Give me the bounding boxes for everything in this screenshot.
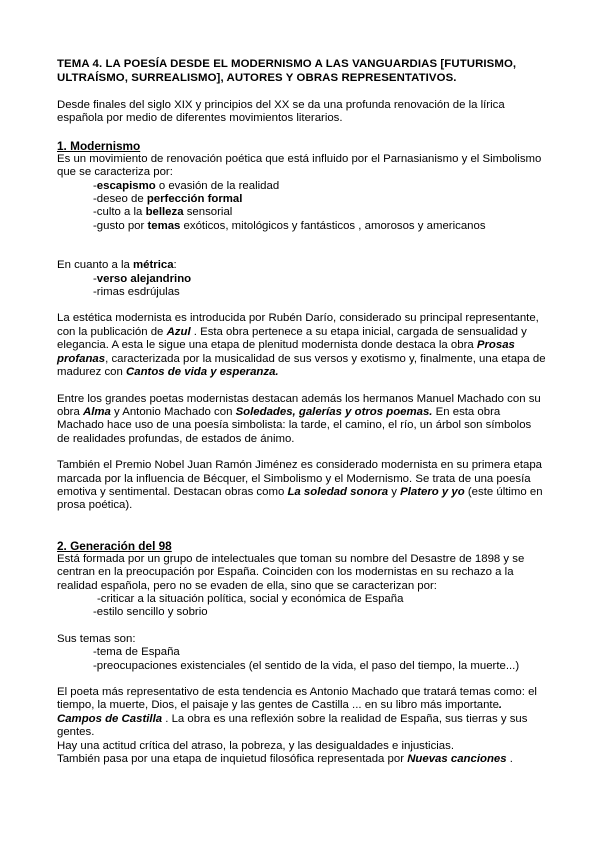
temas-list: [57, 646, 547, 673]
work-title: Nuevas canciones: [407, 753, 507, 766]
document-title: TEMA 4. LA POESÍA DESDE EL MODERNISMO A LAS VANGUARDIAS [FUTURISMO, ULTRAÍSMO, SURREALISMO], AUTORES Y OBRAS REPRESENTATIVOS.: [57, 58, 517, 84]
antonio-machado-paragraph: El poeta más representativo de esta tendencia es Antonio Machado que tratará temas como: el tiempo, la muerte, Dios, el paisaje y las gentes de Castilla ... en su libro más importante. Campos de Castilla . La obra es una reflexión sobre la realidad de España, sus tierras y sus gentes. Hay una actitud crítica del atraso, la pobreza, y las desigualdades e injusticias. También pasa por una etapa de inquietud filosófica representada por Nuevas canciones .: [57, 686, 537, 766]
document-page: [57, 57, 547, 766]
characteristics-list: [57, 180, 547, 234]
list-item: -criticar a la situación política, social y económica de España: [97, 592, 404, 605]
list-item: -culto a la belleza sensorial: [93, 206, 233, 219]
jimenez-paragraph: También el Premio Nobel Juan Ramón Jiménez es considerado modernista en su primera etapa marcada por la influencia de Bécquer, el Simbolismo y el Modernismo. Se trata de una poesía emotiva y sentimental. Destacan obras como La soledad sonora y Platero y yo (este último en prosa poética).: [57, 459, 543, 512]
list-item: -gusto por temas exóticos, mitológicos y fantásticos , amorosos y americanos: [93, 219, 486, 232]
work-title: Cantos de vida y esperanza.: [126, 366, 279, 379]
temas-label: Sus temas son:: [57, 632, 136, 645]
list-item: -preocupaciones existenciales (el sentido de la vida, el paso del tiempo, la muerte...): [93, 659, 520, 672]
work-title: Platero y yo: [400, 485, 465, 498]
section-heading-generacion-98: 2. Generación del 98: [57, 538, 172, 553]
ruben-dario-paragraph: La estética modernista es introducida por Rubén Darío, considerado su principal representante, con la publicación de Azul . Esta obra pertenece a su etapa inicial, cargada de sensualidad y elegancia. A esta le sigue una etapa de plenitud modernista donde destaca la obra Prosas profanas, caracterizada por la musicalidad de sus versos y exotismo y, finalmente, una etapa de madurez con Cantos de vida y esperanza.: [57, 312, 546, 379]
intro-paragraph: Desde finales del siglo XIX y principios del XX se da una profunda renovación de la lírica española por medio de diferentes movimientos literarios.: [57, 99, 505, 125]
work-title: Soledades, galerías y otros poemas.: [235, 405, 433, 418]
list-item: -verso alejandrino: [93, 272, 192, 285]
metrica-list: [57, 273, 547, 300]
section-heading-modernismo: 1. Modernismo: [57, 138, 141, 153]
list-item: -estilo sencillo y sobrio: [93, 606, 208, 619]
list-item: -tema de España: [93, 646, 180, 659]
list-item: -rimas esdrújulas: [93, 286, 180, 299]
work-title: . Campos de Castilla: [57, 699, 503, 725]
work-title: Azul: [166, 325, 191, 338]
work-title: Alma: [82, 405, 111, 418]
list-item: -escapismo o evasión de la realidad: [93, 179, 280, 192]
machado-paragraph: Entre los grandes poetas modernistas destacan además los hermanos Manuel Machado con su obra Alma y Antonio Machado con Soledades, galerías y otros poemas. En esta obra Machado hace uso de una poesía simbolista: la tarde, el camino, el río, un árbol son símbolos de realidades profundas, de estados de ánimo.: [57, 392, 541, 445]
list-item: -deseo de perfección formal: [93, 193, 243, 206]
characteristics-list: [57, 593, 547, 620]
modernismo-definition: Es un movimiento de renovación poética que está influido por el Parnasianismo y el Simbolismo que se caracteriza por:: [57, 152, 542, 179]
work-title: La soledad sonora: [287, 485, 389, 498]
generacion-definition: Está formada por un grupo de intelectuales que toman su nombre del Desastre de 1898 y se centran en la preocupación por España. Coinciden con los modernistas en su rechazo a la realidad española, pero no se evaden de ella, sino que se caracterizan por:: [57, 552, 525, 592]
work-title: Prosas profanas: [57, 339, 515, 365]
metrica-line: En cuanto a la métrica:: [57, 259, 177, 272]
